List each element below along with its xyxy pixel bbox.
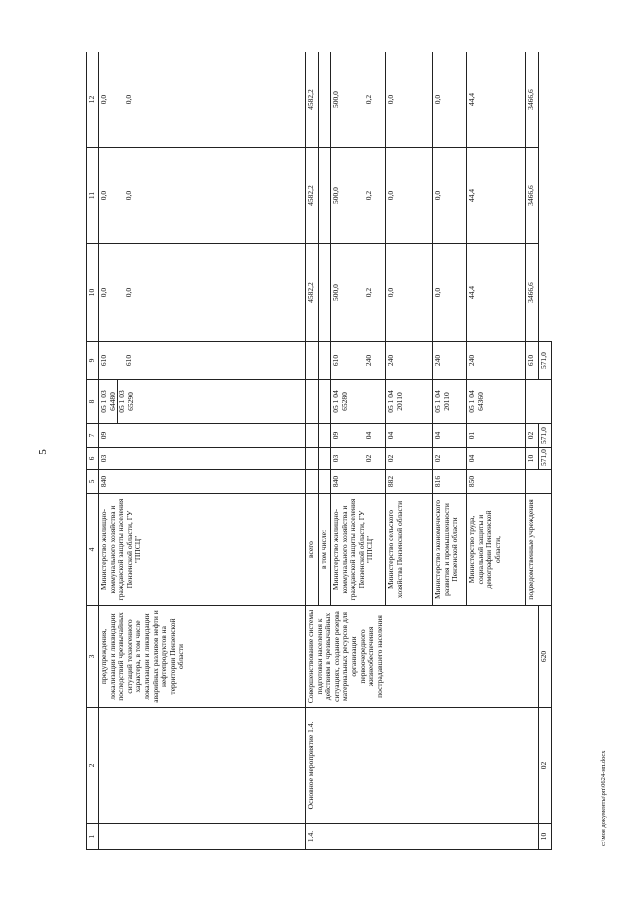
amount-cell-11 xyxy=(331,148,386,244)
table-row xyxy=(539,52,552,850)
rz-code-cell: 02 xyxy=(433,448,467,470)
total-amount-12: 4582,2 xyxy=(306,52,319,148)
executor-cell: Министерство жилищно-коммунального хозяйства и гражданской защиты населения Пензенской области, ГУ "ППСЦ" xyxy=(331,494,386,606)
amount-cell-10: 571,0 xyxy=(539,448,552,470)
amount-cell-11: 3466,6 xyxy=(526,148,539,244)
amount-value: 500,0 xyxy=(331,187,340,204)
amount-cell-10 xyxy=(99,244,306,342)
pr-code-cell xyxy=(331,424,386,448)
col-number-10: 10 xyxy=(87,244,99,342)
table-row xyxy=(99,52,306,850)
footer-file-path: c:\моя документы\рп\0624-нп.docx xyxy=(600,750,607,846)
col-number-6: 6 xyxy=(87,448,99,470)
table-frame xyxy=(86,52,606,850)
col-number-5: 5 xyxy=(87,470,99,494)
amount-cell-12: 3466,6 xyxy=(526,52,539,148)
table-row-total xyxy=(306,52,319,850)
rz-code-value: 03 xyxy=(331,454,340,463)
rz-code-value: 02 xyxy=(363,454,373,463)
amount-cell-12: 571,0 xyxy=(539,342,552,380)
vr-code-value: 610 xyxy=(123,354,133,367)
including-label-cell: в том числе: xyxy=(319,494,331,606)
amount-cell-10: 0,0 xyxy=(433,244,467,342)
csr-code-cell: 05 1 04 20110 xyxy=(386,380,433,424)
vr-code-cell: 240 xyxy=(467,342,526,380)
col-number-12: 12 xyxy=(87,52,99,148)
csr-code-value: 05 1 03 64480 xyxy=(99,390,117,413)
total-label-cell: всего xyxy=(306,494,319,606)
amount-value: 0,2 xyxy=(363,287,373,298)
amount-value: 0,0 xyxy=(123,287,133,298)
pr-code-cell: 09 xyxy=(99,424,306,448)
vr-code-cell: 620 xyxy=(539,606,552,708)
amount-cell-11 xyxy=(99,148,306,244)
executor-cell: Министерство сельского хозяйства Пензенской области xyxy=(386,494,433,606)
header-row xyxy=(87,52,99,850)
executor-cell: Министерство жилищно-коммунального хозяйства и гражданской защиты населения Пензенской области, ГУ "ППСЦ" xyxy=(99,494,306,606)
amount-cell-10: 0,0 xyxy=(386,244,433,342)
measure-description-cell: предупреждения, локализации и ликвидации последствий чрезвычайных ситуаций техногенного характера, в том числе локализации и ликвидации аварийных разливов нефти и нефтепродуктов на территории Пензенской области xyxy=(99,606,306,708)
col-number-4: 4 xyxy=(87,494,99,606)
rz-code-cell: 02 xyxy=(386,448,433,470)
measure-name-cell xyxy=(99,708,306,824)
amount-value: 0,2 xyxy=(363,190,373,201)
csr-code-cell: 05 1 04 65280 xyxy=(331,380,386,424)
vr-code-cell: 610 xyxy=(526,342,539,380)
executor-cell: Министерство экономического развития и промышленности Пензенской области xyxy=(433,494,467,606)
rz-code-cell: 04 xyxy=(467,448,526,470)
amount-value: 0,0 xyxy=(123,94,133,105)
measure-name-cell: Основное мероприятие 1.4. xyxy=(306,708,539,824)
program-table xyxy=(86,52,552,850)
pr-code-cell: 04 xyxy=(386,424,433,448)
amount-cell-10 xyxy=(331,244,386,342)
executor-cell: Министерство труда, социальной защиты и демографии Пензенской области, xyxy=(467,494,526,606)
csr-code-value: 05 1 03 65290 xyxy=(117,380,135,423)
amount-cell-11: 0,0 xyxy=(386,148,433,244)
amount-cell-11: 44,4 xyxy=(467,148,526,244)
rz-code-cell xyxy=(331,448,386,470)
vr-code-cell xyxy=(99,342,306,380)
amount-value: 0,2 xyxy=(363,94,373,105)
col-number-1: 1 xyxy=(87,824,99,850)
col-number-9: 9 xyxy=(87,342,99,380)
col-number-8: 8 xyxy=(87,380,99,424)
pr-code-value: 09 xyxy=(331,431,340,440)
grbs-code-cell: 882 xyxy=(386,470,433,494)
amount-cell-12: 0,0 xyxy=(386,52,433,148)
row-number-cell: 1.4. xyxy=(306,824,539,850)
amount-value: 0,0 xyxy=(99,190,108,201)
amount-value: 0,0 xyxy=(99,94,108,105)
col-number-3: 3 xyxy=(87,606,99,708)
vr-code-value: 240 xyxy=(363,354,373,367)
row-number-cell xyxy=(99,824,306,850)
amount-value: 500,0 xyxy=(331,91,340,108)
pr-code-cell: 01 xyxy=(467,424,526,448)
pr-code-cell: 04 xyxy=(433,424,467,448)
pr-code-cell: 02 xyxy=(539,708,552,824)
amount-cell-12: 44,4 xyxy=(467,52,526,148)
vr-code-value: 610 xyxy=(99,354,108,367)
rz-code-cell: 10 xyxy=(526,448,539,470)
executor-cell: подведомственные учреждения xyxy=(526,494,552,606)
vr-code-cell: 240 xyxy=(386,342,433,380)
rz-code-cell: 03 xyxy=(99,448,306,470)
csr-code-cell xyxy=(99,380,306,424)
total-amount-10: 4582,2 xyxy=(306,244,319,342)
col-number-2: 2 xyxy=(87,708,99,824)
rz-code-cell: 10 xyxy=(539,824,552,850)
vr-code-cell xyxy=(331,342,386,380)
grbs-code-cell: 840 xyxy=(99,470,306,494)
total-amount-11: 4582,2 xyxy=(306,148,319,244)
col-number-7: 7 xyxy=(87,424,99,448)
csr-code-cell: 05 1 04 20110 xyxy=(433,380,467,424)
grbs-code-cell: 840 xyxy=(331,470,386,494)
amount-value: 500,0 xyxy=(331,284,340,301)
amount-cell-11: 571,0 xyxy=(539,424,552,448)
amount-cell-12: 0,0 xyxy=(433,52,467,148)
amount-value: 0,0 xyxy=(123,190,133,201)
grbs-code-cell: 816 xyxy=(433,470,467,494)
csr-code-cell: 05 1 04 64360 xyxy=(467,380,526,424)
amount-cell-12 xyxy=(331,52,386,148)
vr-code-value: 610 xyxy=(331,354,340,367)
amount-cell-11: 0,0 xyxy=(433,148,467,244)
measure-description-cell: Совершенствование системы подготовки населения к действиям в чрезвычайных ситуациях, создание резерва материальных ресурсов для организации первоочередного жизнеобеспечения пострадавшего населения xyxy=(306,606,539,708)
page-number: 5 xyxy=(36,449,49,455)
grbs-code-cell: 850 xyxy=(467,470,526,494)
rotated-table-wrapper xyxy=(86,52,606,850)
amount-cell-12 xyxy=(99,52,306,148)
amount-cell-10: 3466,6 xyxy=(526,244,539,342)
amount-cell-10: 44,4 xyxy=(467,244,526,342)
vr-code-cell: 240 xyxy=(433,342,467,380)
pr-code-value: 04 xyxy=(363,431,373,440)
amount-value: 0,0 xyxy=(99,287,108,298)
col-number-11: 11 xyxy=(87,148,99,244)
pr-code-cell: 02 xyxy=(526,424,539,448)
